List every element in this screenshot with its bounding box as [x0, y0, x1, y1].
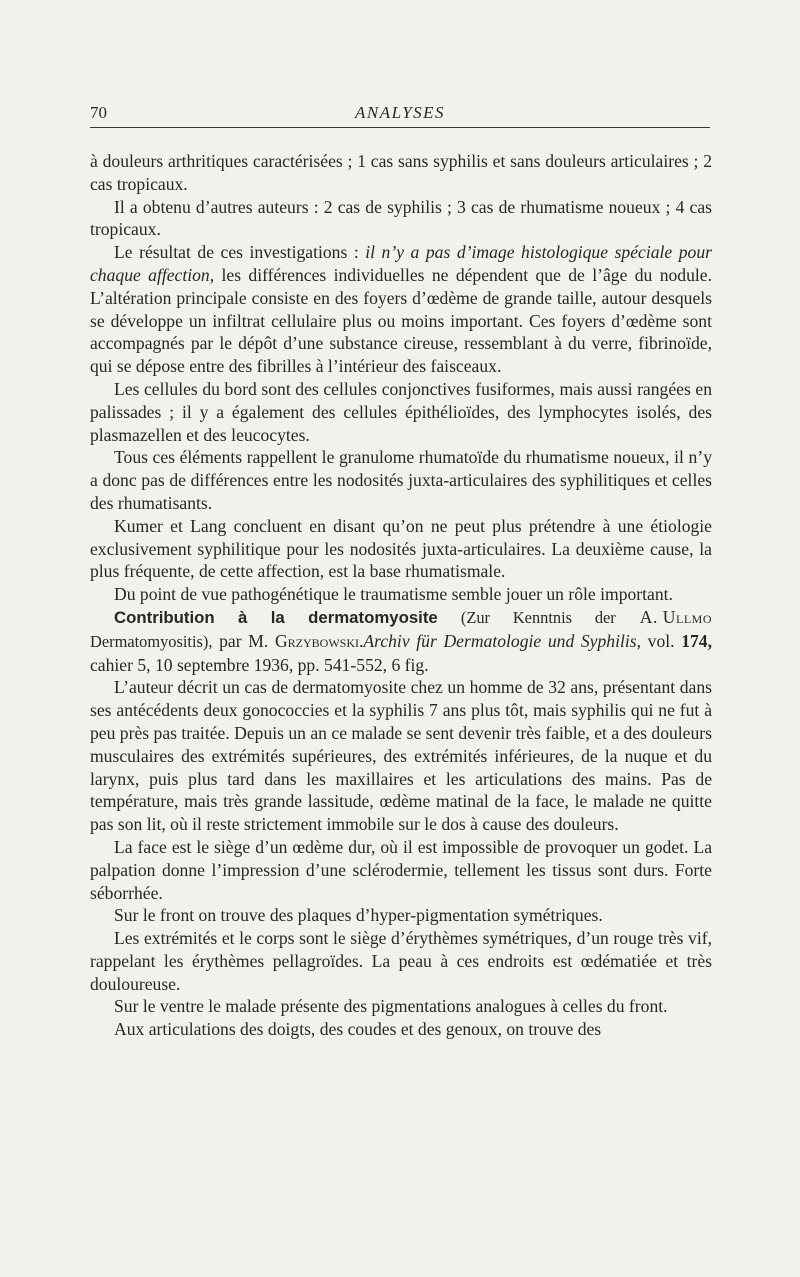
article-vol-label: vol. [647, 630, 675, 651]
article-details: cahier 5, 10 septembre 1936, pp. 541-552, 6 fig. [90, 654, 429, 675]
article-journal: Archiv für Dermatologie und Syphilis, [363, 630, 641, 651]
running-head [90, 103, 710, 128]
paragraph-text: , les différences individuelles ne dépendent que de l’âge du nodule. L’altération principale consiste en des foyers d’œdème de grande taille, autour desquels se développe un infiltrat cellulaire plus ou moins important. Ces foyers d’œdème sont accompagnés par le dépôt d’une substance cireuse, ressemblant à du verre, fibrinoïde, qui se dépose entre des fibrilles à l’intérieur des faisceaux. [90, 264, 712, 377]
paragraph-text: Du point de vue pathogénétique le traumatisme semble jouer un rôle important. [114, 584, 673, 605]
paragraph: Sur le ventre le malade présente des pigmentations analogues à celles du front. [114, 996, 668, 1017]
article-original-title: (Zur Kenntnis der Dermatomyositis), [90, 607, 616, 651]
paragraph: Tous ces éléments rappellent le granulome rhumatoïde du rhumatisme noueux, il n’y a donc pas de différences entre les nodosités juxta-articulaires des syphilitiques et celles des rhumatisants. [90, 447, 712, 513]
paragraph: Kumer et Lang concluent en disant qu’on ne peut plus prétendre à une étiologie exclusivement syphilitique pour les nodosités juxta-articulaires. La deuxième cause, la plus fréquente, de cette affection, est la base rhumatismale. [90, 515, 712, 582]
paragraph-text: Le résultat de ces investigations : [114, 242, 366, 263]
paragraph: Les cellules du bord sont des cellules conjonctives fusiformes, mais aussi rangées en palissades ; il y a également des cellules épithélioïdes, des lymphocytes isolés, des plasmazellen et des leucocytes. [90, 378, 712, 445]
article-by: par M. [219, 630, 269, 651]
article-vol-number: 174, [681, 630, 712, 651]
paragraph: L’auteur décrit un cas de dermatomyosite chez un homme de 32 ans, présentant dans ses antécédents deux gonococcies et la syphilis 7 ans plus tôt, mais syphilis qui ne fut à peu près pas traitée. Depuis un an ce malade se sent devenir très faible, et a des douleurs musculaires des extrémités supérieures, des extrémités inférieures, de la nuque et du larynx, puis plus tard dans les maxillaires et les articulations des mains. Pas de température, mais très grande lassitude, œdème matinal de la face, le malade ne quitte pas son lit, où il reste strictement immobile sur le dos à cause des douleurs. [90, 677, 712, 835]
paragraph: Il a obtenu d’autres auteurs : 2 cas de syphilis ; 3 cas de rhumatisme noueux ; 4 cas tropicaux. [90, 196, 712, 240]
paragraph: La face est le siège d’un œdème dur, où il est impossible de provoquer un godet. La palpation donne l’impression d’une sclérodermie, tellement les tissus sont durs. Forte séborrhée. [90, 836, 712, 903]
body-text [90, 150, 712, 1041]
paragraph: Sur le front on trouve des plaques d’hyper-pigmentation symétriques. [114, 905, 603, 926]
article-title: Contribution à la dermatomyosite [114, 607, 438, 627]
paragraph [90, 241, 712, 378]
article-author: Grzybowski. [274, 630, 364, 651]
running-title: ANALYSES [354, 103, 446, 122]
paragraph: Aux articulations des doigts, des coudes et des genoux, on trouve des [114, 1019, 602, 1040]
paragraph: Les extrémités et le corps sont le siège d’érythèmes symétriques, d’un rouge très vif, rappelant les érythèmes pellagroïdes. La peau à ces endroits est œdématiée et très douloureuse. [90, 928, 712, 994]
paragraph: à douleurs arthritiques caractérisées ; 1 cas sans syphilis et sans douleurs articulaires ; 2 cas tropicaux. [90, 151, 712, 194]
page-number: 70 [90, 103, 107, 122]
italic-phrase: il n’y a pas d’image histologique spéciale pour chaque affection [90, 242, 712, 285]
reviewer-signature: A. Ullmo [639, 606, 712, 627]
